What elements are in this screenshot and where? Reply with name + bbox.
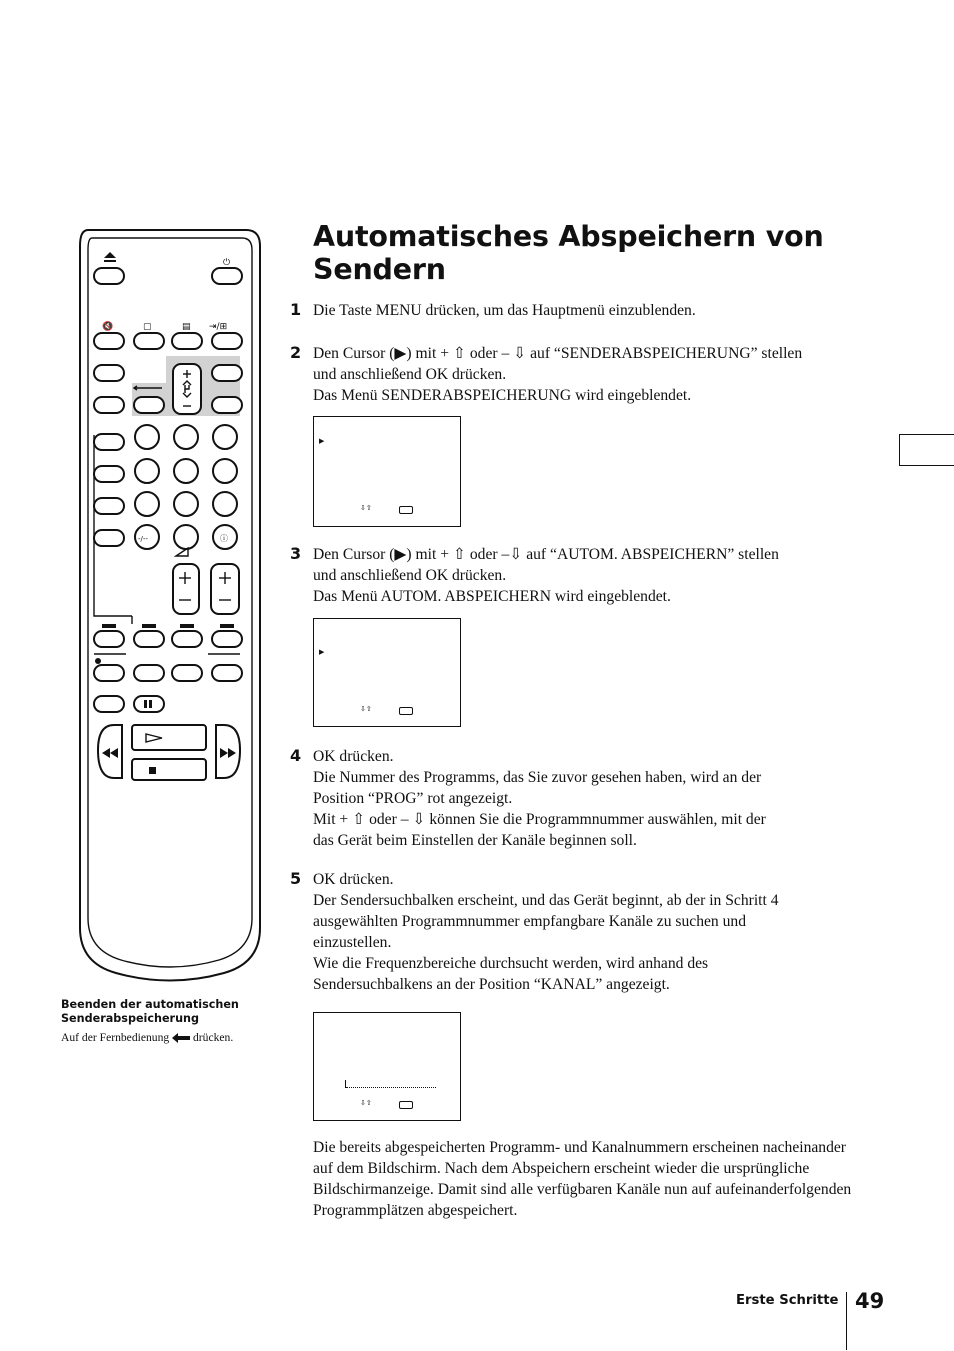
step-text: OK drücken. — [313, 748, 394, 765]
teletext-button — [172, 333, 202, 349]
step-text: Mit + ⇧ oder – ⇩ können Sie die Programmnummer auswählen, mit der — [313, 811, 766, 828]
volume-rocker — [173, 564, 199, 614]
svg-text:▢: ▢ — [143, 322, 152, 332]
step-text: einzustellen. — [313, 934, 392, 951]
power-symbol: ⏻ — [223, 258, 231, 268]
sidebar-heading-line: Senderabspeicherung — [61, 1012, 200, 1025]
step-number: 5 — [290, 869, 302, 888]
step-text: und anschließend OK drücken. — [313, 366, 507, 383]
eject-button — [94, 268, 124, 284]
num-1-button — [135, 425, 159, 449]
cursor-icon: ▶ — [319, 437, 325, 445]
up-down-icon: ⇩⇧ — [360, 705, 372, 713]
sidebar-text-before: Auf der Fernbedienung — [61, 1031, 170, 1044]
cursor-icon: ▶ — [319, 648, 325, 656]
step-text: das Gerät beim Einstellen der Kanäle beginnen soll. — [313, 832, 637, 849]
step-text: Das Menü AUTOM. ABSPEICHERN wird eingeblendet. — [313, 588, 671, 605]
up-down-icon: ⇩⇧ — [360, 504, 372, 512]
step-number: 1 — [290, 300, 302, 319]
back-button — [134, 397, 164, 413]
step-text: Den Cursor (▶) mit + ⇧ oder –⇩ auf “AUTOM. ABSPEICHERN” stellen — [313, 546, 779, 563]
step-text: ausgewählten Programmnummer empfangbare Kanäle zu suchen und — [313, 913, 747, 930]
play-button — [132, 725, 206, 750]
up-down-icon: ⇩⇧ — [360, 1099, 372, 1107]
ok-icon — [399, 707, 413, 715]
step-number: 3 — [290, 544, 302, 563]
sidebar-heading — [61, 998, 281, 1026]
page-number: 49 — [855, 1289, 885, 1313]
step-text: Der Sendersuchbalken erscheint, und das Gerät beginnt, ab der in Schritt 4 — [313, 892, 779, 909]
svg-text:-/--: -/-- — [138, 535, 148, 543]
footer-section-title: Erste Schritte — [736, 1293, 839, 1308]
footer-divider — [846, 1292, 847, 1350]
mute-button — [94, 333, 124, 349]
step-text: Die Taste MENU drücken, um das Hauptmenü einzublenden. — [313, 302, 696, 319]
svg-text:🔇: 🔇 — [102, 322, 114, 332]
chapter-tab — [899, 434, 954, 466]
back-arrow-icon — [172, 1033, 190, 1043]
sidebar-text — [61, 1031, 291, 1044]
svg-text:⇥/⊞: ⇥/⊞ — [209, 322, 228, 332]
closing-paragraph: Die bereits abgespeicherten Programm- und Kanalnummern erscheinen nacheinander auf dem Bildschirm. Nach dem Abspeichern erscheint wieder die ursprüngliche Bildschirmanzeige. Damit sind alle verfügbaren Kanäle nun auf aufeinanderfolgenden Programmplätzen abgespeichert. — [313, 1139, 852, 1219]
step-text: OK drücken. — [313, 871, 394, 888]
tv-screen-search — [313, 1012, 461, 1121]
num-2-button — [174, 425, 198, 449]
tv-screen-senderabspeicherung — [313, 416, 461, 527]
svg-text:ⓘ: ⓘ — [220, 534, 228, 543]
power-button — [212, 268, 242, 284]
page-title: Automatisches Abspeichern von Sendern — [313, 220, 824, 286]
stop-button — [132, 759, 206, 780]
input-button — [212, 333, 242, 349]
program-rocker — [211, 564, 239, 614]
search-bar — [346, 1083, 436, 1088]
display-button — [134, 333, 164, 349]
ok-icon — [399, 506, 413, 514]
ok-icon — [399, 1101, 413, 1109]
step-text: Das Menü SENDERABSPEICHERUNG wird eingeblendet. — [313, 387, 692, 404]
sidebar-heading-line: Beenden der automatischen — [61, 998, 239, 1011]
num-3-button — [213, 425, 237, 449]
step-text: Den Cursor (▶) mit + ⇧ oder – ⇩ auf “SENDERABSPEICHERUNG” stellen — [313, 345, 803, 362]
step-text: und anschließend OK drücken. — [313, 567, 507, 584]
sidebar-text-after: drücken. — [193, 1031, 234, 1044]
remote-control-illustration — [74, 228, 266, 988]
step-number: 2 — [290, 343, 302, 362]
step-text: Position “PROG” rot angezeigt. — [313, 790, 513, 807]
step-text: Die Nummer des Programms, das Sie zuvor gesehen haben, wird an der — [313, 769, 762, 786]
step-text: Sendersuchbalkens an der Position “KANAL” angezeigt. — [313, 976, 670, 993]
svg-text:▤: ▤ — [182, 322, 191, 332]
tv-screen-autom-abspeichern — [313, 618, 461, 727]
step-number: 4 — [290, 746, 302, 765]
step-text: Wie die Frequenzbereiche durchsucht werden, wird anhand des — [313, 955, 709, 972]
